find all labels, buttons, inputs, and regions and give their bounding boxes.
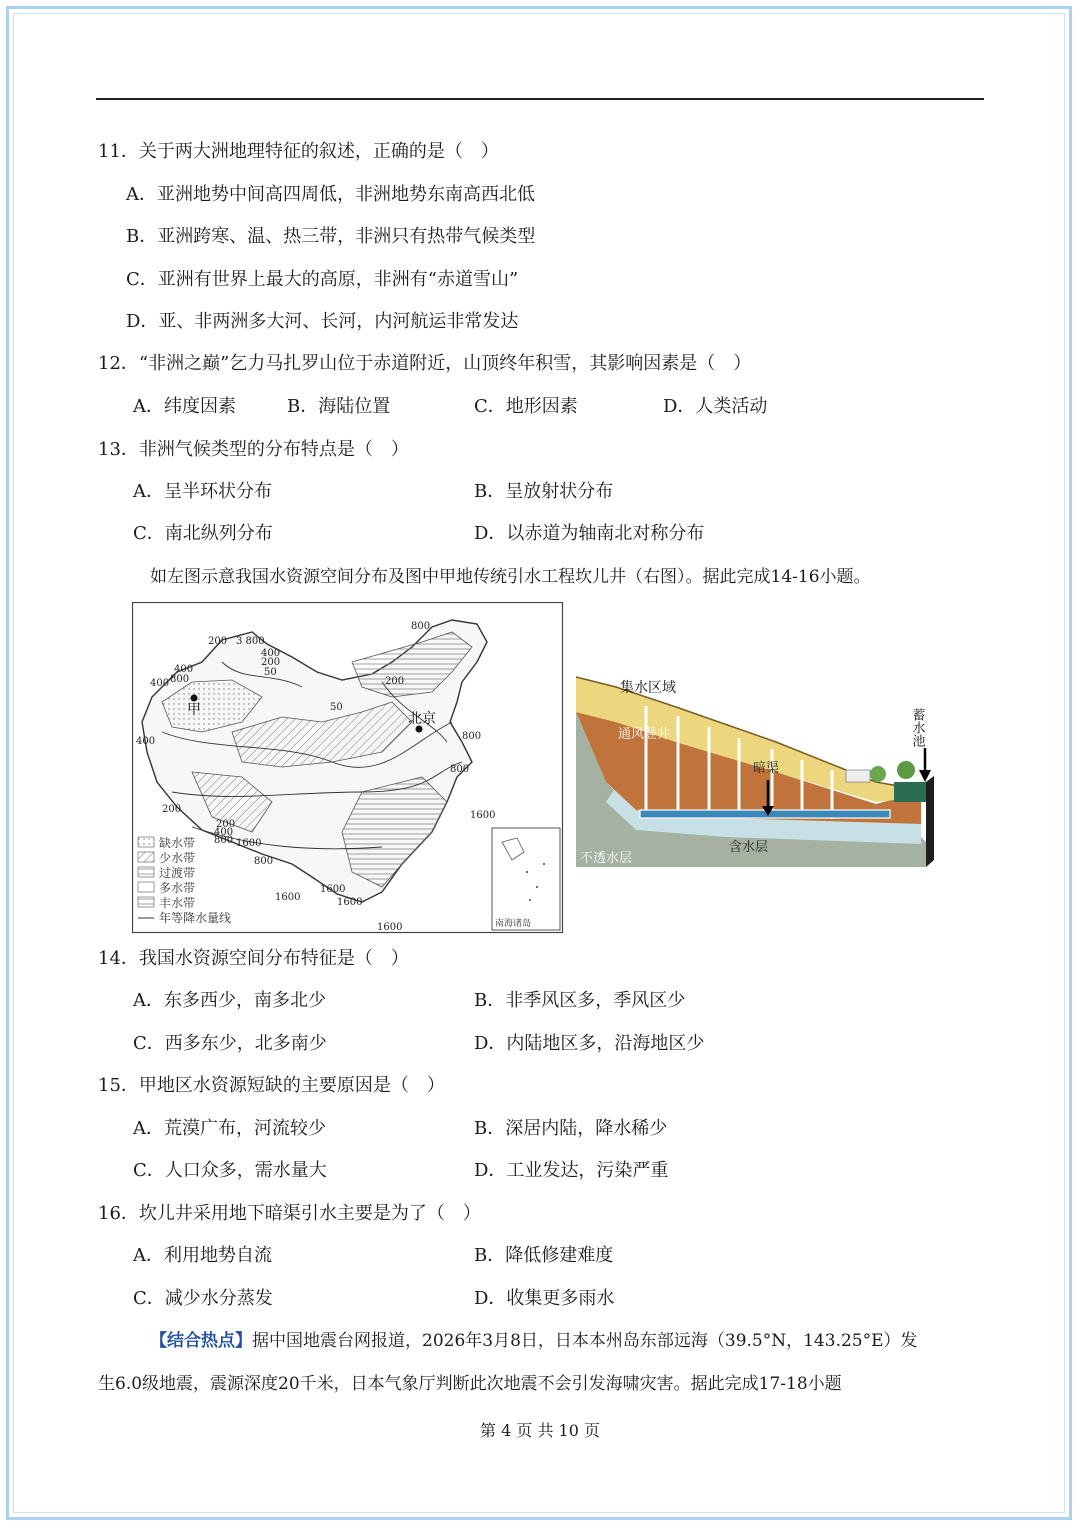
label-channel: 暗渠 bbox=[753, 761, 780, 776]
svg-text:1600: 1600 bbox=[470, 810, 496, 821]
hot-topic-line-1 bbox=[150, 1329, 918, 1353]
jia-label: 甲 bbox=[187, 702, 201, 718]
svg-text:3 800: 3 800 bbox=[236, 636, 265, 647]
svg-text:800: 800 bbox=[254, 856, 274, 867]
hot-topic-text-1: 据中国地震台网报道，2026年3月8日，日本本州岛东部远海（39.5°N，143.25°E）发 bbox=[252, 1331, 918, 1351]
question-13-stem: 13．非洲气候类型的分布特点是（ ） bbox=[98, 439, 409, 460]
question-14-option-c: C．西多东少，北多南少 bbox=[133, 1033, 327, 1054]
question-12-stem: 12．“非洲之巅”乞力马扎罗山位于赤道附近，山顶终年积雪，其影响因素是（ ） bbox=[98, 353, 752, 374]
question-12-option-c: C．地形因素 bbox=[474, 396, 578, 417]
question-11-option-b: B．亚洲跨寒、温、热三带，非洲只有热带气候类型 bbox=[126, 226, 536, 247]
karez-diagram bbox=[576, 672, 938, 872]
question-13-option-d: D．以赤道为轴南北对称分布 bbox=[474, 523, 705, 544]
south-sea-label: 南海诸岛 bbox=[495, 919, 532, 929]
legend-rich: 多水带 bbox=[159, 881, 196, 895]
question-16-option-a: A．利用地势自流 bbox=[133, 1245, 272, 1266]
header-rule bbox=[96, 98, 984, 100]
svg-text:50: 50 bbox=[330, 702, 343, 713]
question-16-stem: 16．坎儿井采用地下暗渠引水主要是为了（ ） bbox=[98, 1203, 481, 1224]
svg-text:1600: 1600 bbox=[236, 838, 262, 849]
question-12-option-a: A．纬度因素 bbox=[133, 396, 236, 417]
svg-text:200: 200 bbox=[208, 636, 228, 647]
svg-text:200: 200 bbox=[162, 804, 182, 815]
svg-text:1600: 1600 bbox=[275, 892, 301, 903]
svg-text:200: 200 bbox=[385, 676, 405, 687]
svg-text:800: 800 bbox=[462, 731, 482, 742]
question-15-stem: 15．甲地区水资源短缺的主要原因是（ ） bbox=[98, 1075, 445, 1096]
question-14-option-a: A．东多西少，南多北少 bbox=[133, 990, 326, 1011]
svg-text:400: 400 bbox=[150, 678, 170, 689]
label-catchment: 集水区域 bbox=[620, 680, 676, 696]
beijing-label: 北京 bbox=[408, 711, 436, 727]
svg-text:1600: 1600 bbox=[320, 884, 346, 895]
question-12-option-d: D．人类活动 bbox=[663, 396, 768, 417]
question-15-option-d: D．工业发达，污染严重 bbox=[474, 1160, 669, 1181]
label-shaft: 通风竖井 bbox=[618, 727, 671, 742]
svg-text:200: 200 bbox=[216, 819, 236, 830]
svg-text:800: 800 bbox=[170, 674, 190, 685]
legend-shortage: 缺水带 bbox=[159, 836, 196, 850]
hot-topic-tag: 【结合热点】 bbox=[150, 1331, 252, 1351]
question-11-option-c: C．亚洲有世界上最大的高原，非洲有“赤道雪山” bbox=[126, 269, 519, 290]
page-footer: 第 4 页 共 10 页 bbox=[480, 1421, 600, 1440]
svg-text:1600: 1600 bbox=[377, 922, 403, 933]
svg-text:400: 400 bbox=[214, 827, 234, 838]
question-12-option-b: B．海陆位置 bbox=[287, 396, 391, 417]
svg-text:400: 400 bbox=[136, 736, 156, 747]
question-13-option-a: A．呈半环状分布 bbox=[133, 481, 272, 502]
question-14-option-b: B．非季风区多，季风区少 bbox=[474, 990, 686, 1011]
question-14-stem: 14．我国水资源空间分布特征是（ ） bbox=[98, 948, 409, 969]
question-15-option-c: C．人口众多，需水量大 bbox=[133, 1160, 327, 1181]
legend-low: 少水带 bbox=[159, 851, 196, 865]
svg-text:1600: 1600 bbox=[337, 897, 363, 908]
jia-marker bbox=[191, 695, 198, 702]
china-water-resource-map bbox=[132, 602, 564, 934]
svg-text:800: 800 bbox=[214, 835, 234, 846]
question-16-option-d: D．收集更多雨水 bbox=[474, 1288, 615, 1309]
underground-channel bbox=[640, 810, 890, 818]
legend-isoline: 年等降水量线 bbox=[159, 911, 232, 925]
reservoir bbox=[894, 782, 926, 802]
south-sea-inset bbox=[492, 828, 560, 930]
question-16-option-c: C．减少水分蒸发 bbox=[133, 1288, 273, 1309]
svg-text:400: 400 bbox=[261, 648, 281, 659]
svg-text:400: 400 bbox=[174, 664, 194, 675]
svg-text:200: 200 bbox=[261, 657, 281, 668]
svg-text:800: 800 bbox=[411, 621, 431, 632]
question-13-option-b: B．呈放射状分布 bbox=[474, 481, 614, 502]
question-16-option-b: B．降低修建难度 bbox=[474, 1245, 614, 1266]
question-11-stem: 11．关于两大洲地理特征的叙述，正确的是（ ） bbox=[98, 141, 499, 162]
svg-text:800: 800 bbox=[450, 764, 470, 775]
question-15-option-b: B．深居内陆，降水稀少 bbox=[474, 1118, 668, 1139]
hot-topic-line-2: 生6.0级地震，震源深度20千米，日本气象厅判断此次地震不会引发海啸灾害。据此完成17-18小题 bbox=[98, 1374, 842, 1394]
question-13-option-c: C．南北纵列分布 bbox=[133, 523, 273, 544]
label-impermeable: 不透水层 bbox=[580, 851, 633, 866]
question-15-option-a: A．荒漠广布，河流较少 bbox=[133, 1118, 326, 1139]
svg-text:50: 50 bbox=[264, 667, 277, 678]
material-intro-14-16: 如左图示意我国水资源空间分布及图中甲地传统引水工程坎儿井（右图）。据此完成14-16小题。 bbox=[150, 567, 871, 587]
label-reservoir: 蓄水池 bbox=[909, 708, 925, 747]
legend-transition: 过渡带 bbox=[159, 866, 196, 880]
question-11-option-a: A．亚洲地势中间高四周低，非洲地势东南高西北低 bbox=[126, 184, 535, 205]
question-14-option-d: D．内陆地区多，沿海地区少 bbox=[474, 1033, 705, 1054]
label-aquifer: 含水层 bbox=[729, 840, 769, 855]
legend-abundant: 丰水带 bbox=[159, 896, 196, 910]
question-11-option-d: D．亚、非两洲多大河、长河，内河航运非常发达 bbox=[126, 311, 519, 332]
